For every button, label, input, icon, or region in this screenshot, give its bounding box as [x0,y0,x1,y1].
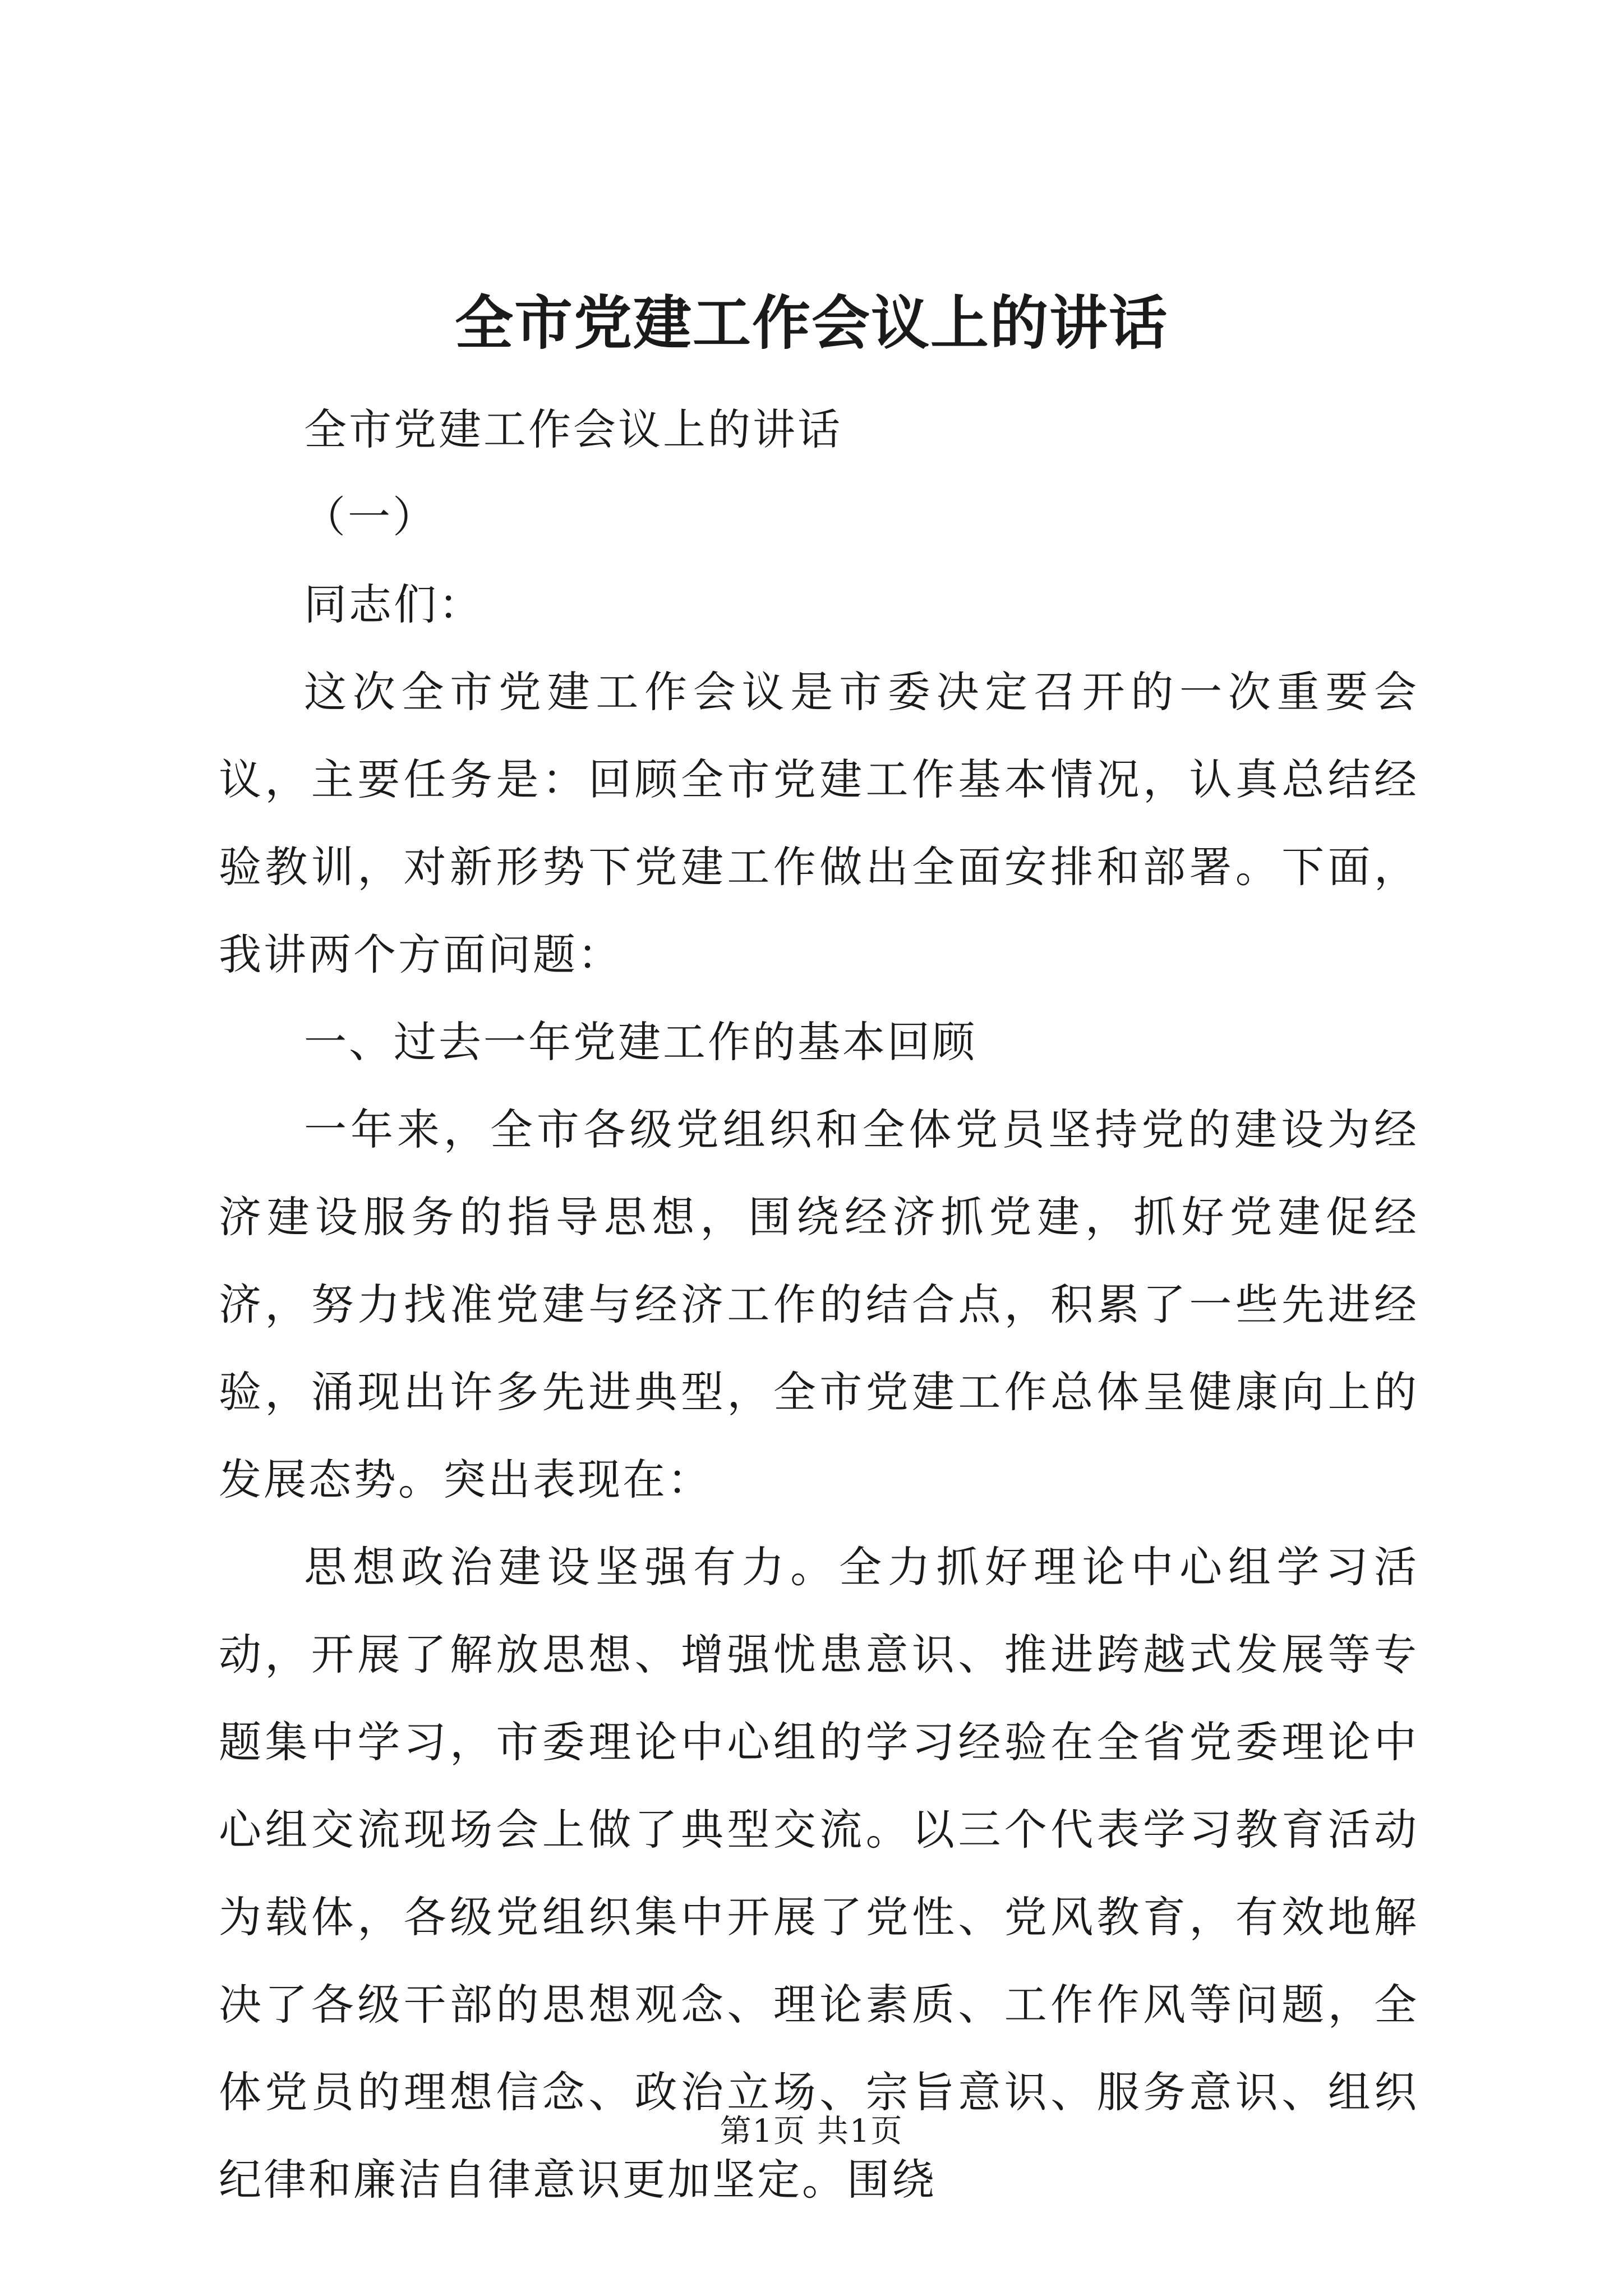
document-body [219,386,1419,2224]
paragraph-review: 一年来，全市各级党组织和全体党员坚持党的建设为经济建设服务的指导思想，围绕经济抓党建，抓好党建促经济，努力找准党建与经济工作的结合点，积累了一些先进经验，涌现出许多先进典型，全市党建工作总体呈健康向上的发展态势。突出表现在： [219,1105,1419,1504]
salutation: 同志们： [304,579,483,629]
paragraph-ideology: 思想政治建设坚强有力。全力抓好理论中心组学习活动，开展了解放思想、增强忧患意识、推进跨越式发展等专题集中学习，市委理论中心组的学习经验在全省党委理论中心组交流现场会上做了典型交流。以三个代表学习教育活动为载体，各级党组织集中开展了党性、党风教育，有效地解决了各级干部的思想观念、理论素质、工作作风等问题，全体党员的理想信念、政治立场、宗旨意识、服务意识、组织纪律和廉洁自律意识更加坚定。围绕 [219,1542,1419,2205]
paragraph-intro: 这次全市党建工作会议是市委决定召开的一次重要会议，主要任务是：回顾全市党建工作基本情况，认真总结经验教训，对新形势下党建工作做出全面安排和部署。下面，我讲两个方面问题： [219,667,1419,979]
section-marker: （一） [303,492,437,542]
section-heading: 一、过去一年党建工作的基本回顾 [304,1017,977,1067]
page-footer: 第1页 共1页 [720,2113,903,2150]
document-title: 全市党建工作会议上的讲话 [454,288,1168,357]
document-subtitle: 全市党建工作会议上的讲话 [304,404,842,454]
